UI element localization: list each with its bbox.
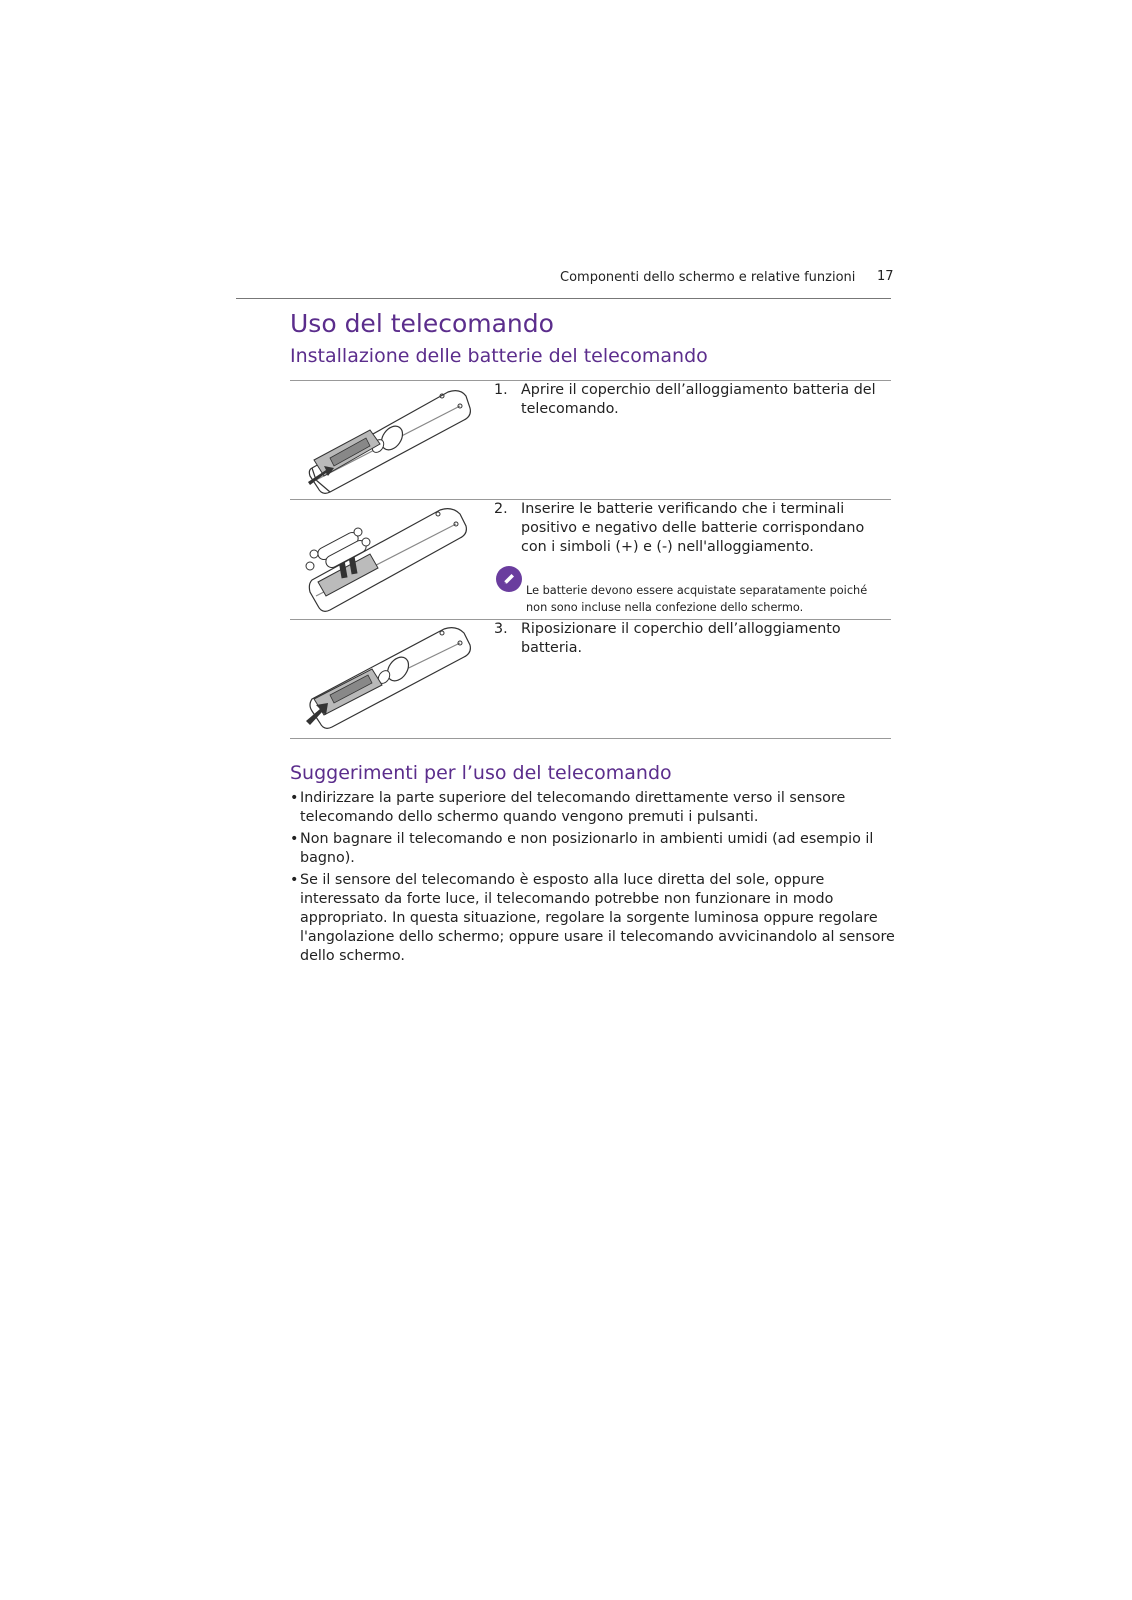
- step-1: [494, 381, 894, 419]
- step-number: 2.: [494, 501, 508, 517]
- list-item-text: Se il sensore del telecomando è esposto alla luce diretta del sole, oppure interessato da forte luce, il telecomando potrebbe non funzionare in modo appropriato. In questa situazione, regolare la sorgente luminosa oppure regolare l'angolazione dello schermo; oppure usare il telecomando avvicinandolo al sensore dello schermo.: [300, 872, 895, 964]
- remote-open-cover-illustration: [300, 384, 480, 496]
- note-text: Le batterie devono essere acquistate separatamente poiché non sono incluse nella confezione dello schermo.: [526, 584, 868, 614]
- step-divider: [290, 738, 891, 739]
- list-item-text: Indirizzare la parte superiore del telecomando direttamente verso il sensore telecomando dello schermo quando vengono premuti i pulsanti.: [300, 790, 846, 825]
- remote-insert-batteries-illustration: [300, 504, 480, 616]
- step-2: [494, 500, 894, 557]
- page-title: Uso del telecomando: [290, 309, 554, 338]
- header-rule-line: [236, 298, 891, 299]
- list-item: [290, 871, 900, 966]
- step-number: 3.: [494, 621, 508, 637]
- step-text: Riposizionare il coperchio dell’alloggiamento batteria.: [521, 621, 841, 656]
- section-heading-tips: Suggerimenti per l’uso del telecomando: [290, 762, 672, 784]
- step-text: Aprire il coperchio dell’alloggiamento batteria del telecomando.: [521, 382, 876, 417]
- list-item: [290, 789, 900, 827]
- running-header: Componenti dello schermo e relative funzioni: [560, 270, 856, 285]
- bullet-icon: •: [290, 790, 299, 806]
- step-number: 1.: [494, 382, 508, 398]
- list-item-text: Non bagnare il telecomando e non posizionarlo in ambienti umidi (ad esempio il bagno).: [300, 831, 874, 866]
- bullet-icon: •: [290, 872, 299, 888]
- tips-list: [290, 789, 900, 969]
- list-item: [290, 830, 900, 868]
- bullet-icon: •: [290, 831, 299, 847]
- pencil-icon: [496, 566, 522, 592]
- step-text: Inserire le batterie verificando che i terminali positivo e negativo delle batterie corrispondano con i simboli (+) e (-) nell'alloggiamento.: [521, 501, 865, 555]
- page-number: 17: [877, 269, 894, 284]
- section-heading-batteries: Installazione delle batterie del telecomando: [290, 345, 708, 367]
- step-3: [494, 620, 894, 658]
- remote-close-cover-illustration: [300, 623, 480, 735]
